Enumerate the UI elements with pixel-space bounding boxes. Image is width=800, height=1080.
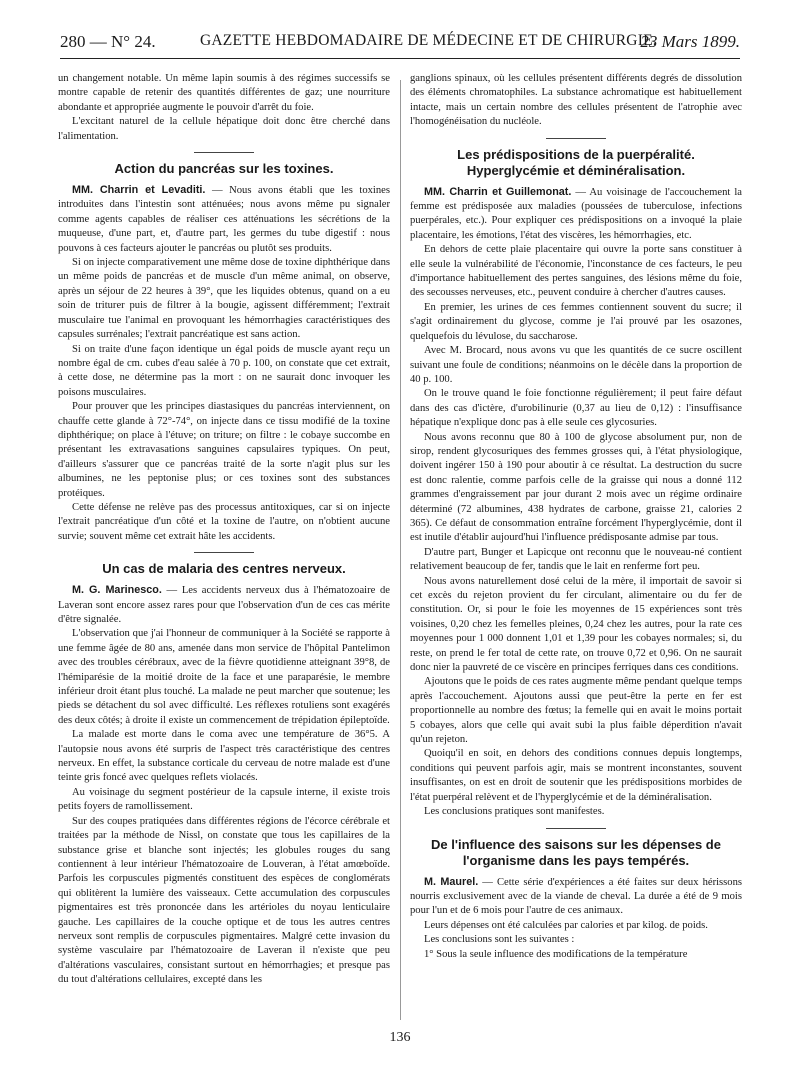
section-divider (546, 828, 606, 829)
paragraph: Avec M. Brocard, nous avons vu que les quantités de ce sucre oscillent suivant une foule de conditions; néanmoins on le décèle dans la proportion de 40 p. 100. (410, 345, 742, 385)
paragraph: 1° Sous la seule influence des modifications de la température (424, 948, 688, 960)
running-header (60, 28, 740, 59)
paragraph (58, 583, 390, 627)
paragraph: L'observation que j'ai l'honneur de communiquer à la Société se rapporte à une femme âgée de 80 ans, amenée dans mon service de l'hôpital Pantelimon avec des troubles cérébraux, avec de la fièvre quotidienne atteignant 39°8, de l'hémiparésie de la moitié droite de la face et une paraparésie, le membre inférieur droit étant plus touché. La malade ne peut marcher que soutenue; les pieds se détachent du sol avec difficulté. Les réflexes rotuliens sont exagérés des deux côtés; à droite il existe un commencement de trépidation épileptoïde. (58, 628, 390, 726)
author-names: MM. Charrin et Levaditi. (72, 184, 206, 197)
paragraph: Si on injecte comparativement une même dose de toxine diphthérique dans un même poids de pancréas et de muscle d'un même animal, on observe, après un séjour de 22 heures à 39°, que les liquides obtenus, quand on a eu soin de triturer puis de filtrer à la bougie, agissent différemment; l'extrait musculaire tue l'animal en provoquant les hémorrhagies caractéristiques des capsules surrénales; l'extrait pancréatique est sans action. (58, 257, 390, 341)
section-divider (546, 138, 606, 139)
paragraph: Si on traite d'une façon identique un égal poids de muscle ayant reçu un nombre égal de cm. cubes d'eau salée à 70 p. 100, on constate que cet extrait, à cette dose, ne détermine pas la mort : on ne saurait donc invoquer les poisons musculaires. (58, 343, 390, 398)
paragraph: Cette défense ne relève pas des processus antitoxiques, car si on injecte l'extrait pancréatique d'un côté et la toxine de l'autre, on n'obtient aucune survie; souvent même cet extrait hâte les accidents. (58, 501, 390, 542)
paragraph: On le trouve quand le foie fonctionne régulièrement; il peut faire défaut dans des cas d'ictère, d'urobilinurie (0,37 au lieu de 0,12) : l'insuffisance hépatique n'explique donc pas à elle seule ces glycosuries. (410, 388, 742, 429)
journal-title: GAZETTE HEBDOMADAIRE DE MÉDECINE ET DE CHIRURGIE. (200, 32, 657, 49)
paragraph: La malade est morte dans le coma avec une température de 36°5. A l'autopsie nous avons été surpris de l'aspect très caractéristique des centres nerveux. En effet, la substance corticale du cerveau de notre malade est d'une teinte gris foncé avec quelques reflets violacés. (58, 729, 390, 784)
left-column (58, 72, 390, 1022)
paragraph: ganglions spinaux, où les cellules présentent différents degrés de dissolution des éléments chromatophiles. La substance achromatique est habituellement intacte, mais un certain nombre des cellules présentent de l'atrophie avec l'homogénéisation du nucléole. (410, 73, 742, 128)
paragraph: Nous avons reconnu que 80 à 100 de glycose absolument pur, non de sirop, rendent glycosuriques des femmes grosses qui, à l'état physiologique, doivent ingérer 150 à 190 pour aboutir à ce résultat. La destruction du sucre est donc ralentie, comme parfois celle de la graisse qui nous a donné 112 grammes d'engraissement par jour durant 2 mois avec un régime ordinaire déterminé (72 albumines, 438 hydrates de carbone, graisse 21, calories 2 365). Ce défaut de consommation entraîne forcément l'hyperglycémie, dont il est inutile d'établir aujourd'hui l'influence prédisposante admise par tous. (410, 431, 742, 544)
paragraph: Sur des coupes pratiquées dans différentes régions de l'écorce cérébrale et traitées par la méthode de Nissl, on constate que tous les capillaires de la substance grise et blanche sont injectés; les globules rouges du sang contiennent à leur intérieur l'hématozoaire de Louveran, à l'état amœboïde. Parfois les corpuscules pigmentés constituent des espèces de conglomérats qui oblitèrent la lumière des vaisseaux. Cette accumulation des corpuscules pigmentaires est très prononcée dans les artérioles du noyau lenticulaire gauche. Les capillaires de la couche optique et de tous les autres centres nerveux sont remplis de corpuscules pigmentaires. Malgré cette invasion du système vasculaire par l'hématozoaire de Laveran il n'existe que peu d'altérations vasculaires, consistant surtout en hémorrhagies; et presque pas du tout d'altérations cellulaires, excepté dans les (58, 815, 390, 986)
paragraph: D'autre part, Bunger et Lapicque ont reconnu que le nouveau-né contient relativement beaucoup de fer, tandis que le lait en renferme fort peu. (410, 546, 742, 573)
paragraph: un changement notable. Un même lapin soumis à des régimes successifs se montre capable de retenir des quantités différentes de gaz; une nourriture abondante et appropriée augmente le pouvoir d'arrêt du foie. (58, 73, 390, 113)
paragraph: Pour prouver que les principes diastasiques du pancréas interviennent, on chauffe cette glande à 72°-74°, on injecte dans ce tissu modifié de la toxine diphthérique; on place à l'étuve; on triture; on filtre : le cobaye succombe en présentant les extravasations sanguines capsulaires typiques. On peut, d'ailleurs s'assurer que ce pancréas traité de la sorte n'agit plus sur les albumines, ne les peptonise plus; or ces toxines sont des substances protéiques. (58, 401, 390, 499)
page-number-issue: 280 — N° 24. (60, 32, 156, 51)
author-names: MM. Charrin et Guillemonat. (424, 185, 572, 198)
paragraph: Quoiqu'il en soit, en dehors des conditions connues depuis longtemps, conditions qui peuvent parfois agir, mais se montrent inconstantes, souvent insuffisantes, on est en droit de soutenir que les prédispositions morbides de l'état puerpéral relèvent et de l'hyperglycémie et de la déminéralisation. (410, 748, 742, 803)
section-divider (194, 552, 254, 553)
paragraph-text: — Les accidents nerveux dus à l'hématozoaire de Laveran sont encore assez rares pour que l'observation d'un de ces cas mérite d'être signalée. (58, 585, 390, 625)
author-names: M. Maurel. (424, 875, 479, 888)
paragraph (410, 875, 742, 919)
issue-date: 23 Mars 1899. (640, 32, 740, 51)
author-names: M. G. Marinesco. (72, 584, 162, 597)
paragraph: L'excitant naturel de la cellule hépatique doit donc être cherché dans l'alimentation. (58, 116, 390, 142)
column-rule (400, 80, 401, 1020)
paragraph: Les conclusions pratiques sont manifestes. (424, 806, 605, 818)
section-title: Les prédispositions de la puerpéralité. Hyperglycémie et déminéralisation. (457, 146, 695, 178)
paragraph: Nous avons naturellement dosé celui de la mère, il importait de savoir si cet excès du rejeton provient du fer circulant, alimentaire ou du fer de constitution. Or, si pour le foie les moyennes de 15 expériences sont très voisines, 0,20 chez les femelles pleines, 0,24 chez les autres, pour la rate ces moyennes pour 1 000 donnent 1,01 et 1,39 pour les cobayes normales; si, du reste, on prend le fer total de cette rate, on trouve 0,72 et 0,96. On ne saurait donc nier la pauvreté de ce viscère en principes ferriques dans ces conditions. (410, 575, 742, 674)
paragraph: En dehors de cette plaie placentaire qui ouvre la porte sans constituer à elle seule la vulnérabilité de l'économie, l'inconstance de ces facteurs, le peu d'importance habituellement des pertes sanguines, des lésions même du foie, des secousses nerveuses, etc., peuvent conduire à chercher d'autres causes. (410, 244, 742, 299)
paragraph (410, 185, 742, 244)
paragraph: En premier, les urines de ces femmes contiennent souvent du sucre; il s'agit ordinairement du glycose, comme je l'ai prouvé par les osazones, quelquefois du lévulose, du saccharose. (410, 301, 742, 342)
paragraph-text: — Nous avons établi que les toxines introduites dans l'intestin sont atténuées; nous avons même pu signaler comme agents capables de réaliser ces atténuations les sécrétions de la muqueuse, d'une part, et, d'autre part, les germes du tube digestif : nous pouvons à ces facteurs ajouter le pancréas ou plutôt ses produits. (58, 185, 390, 254)
paragraph: Leurs dépenses ont été calculées par calories et par kilog. de poids. (424, 919, 708, 931)
paragraph: Ajoutons que le poids de ces rates augmente même pendant quelque temps après l'accouchement. Ajoutons aussi que peut-être la perte en fer est proportionnelle au nombre des fœtus; la femelle qui en avait le moins portait 5 cobayes, alors que celle qui avait subi la plus faible déperdition n'avait qu'un rejeton. (410, 676, 742, 746)
section-divider (194, 152, 254, 153)
section-title: Action du pancréas sur les toxines. (114, 161, 334, 177)
paragraph: Les conclusions sont les suivantes : (424, 934, 575, 946)
right-column (410, 72, 742, 1022)
paragraph: Au voisinage du segment postérieur de la capsule interne, il existe trois petits foyers de ramollissement. (58, 786, 390, 813)
paragraph-text: — Au voisinage de l'accouchement la femme est prédisposée aux maladies (poussées de tuberculose, infections puerpérales, etc.). Pour expliquer ces prédispositions on a invoqué la plaie placentaire, les émotions, l'état des viscères, les hémorrhagies, etc. (410, 186, 742, 241)
paragraph (58, 183, 390, 256)
page-footer-number: 136 (389, 1030, 411, 1045)
paragraph-text: — Cette série d'expériences a été faites sur deux hérissons nourris exclusivement avec de la viande de cheval. La durée a été de 9 mois pour l'un et de 6 mois pour l'autre de ces animaux. (410, 876, 742, 917)
section-title: Un cas de malaria des centres nerveux. (102, 561, 346, 577)
section-title: De l'influence des saisons sur les dépenses de l'organisme dans les pays tempérés. (431, 836, 721, 868)
